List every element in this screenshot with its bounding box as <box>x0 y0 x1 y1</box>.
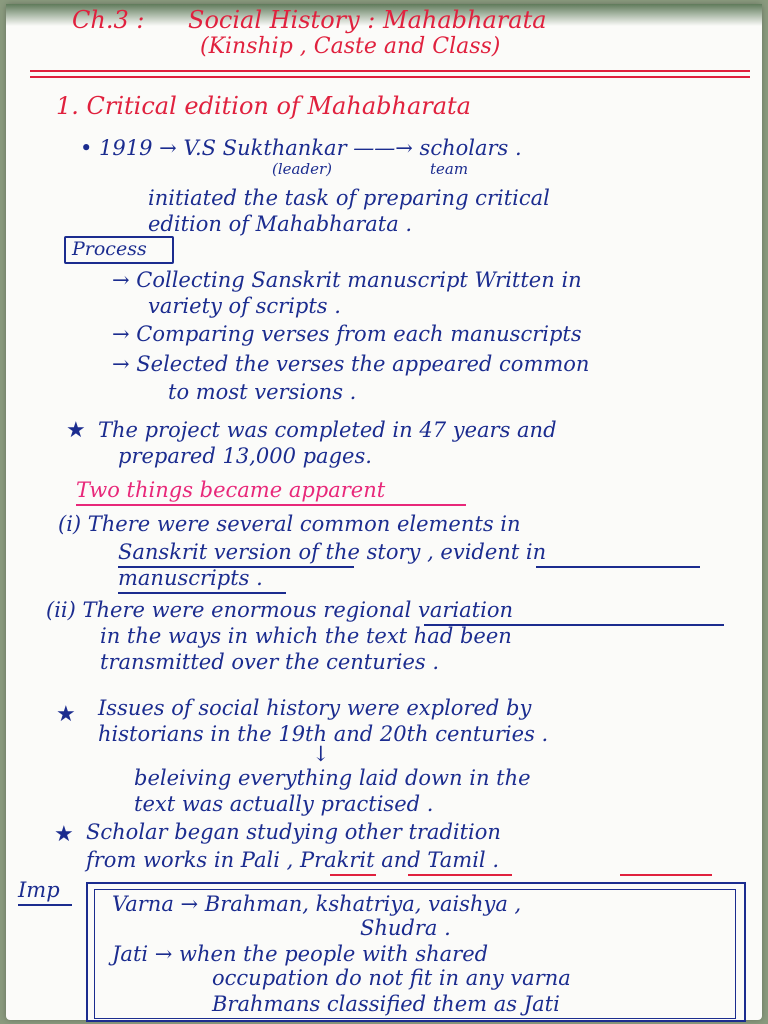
point-i-underline-2 <box>536 566 700 568</box>
believing-line-1: beleiving everything laid down in the <box>134 766 531 790</box>
point-i-line-2: Sanskrit version of the story , evident in <box>118 540 547 564</box>
imp-label: Imp <box>18 878 60 902</box>
star-icon: ★ <box>54 822 74 847</box>
jati-line-3: Brahmans classified them as Jati <box>212 992 560 1016</box>
initiated-line-1: initiated the task of preparing critical <box>148 186 550 210</box>
project-line-1: The project was completed in 47 years and <box>98 418 557 442</box>
prakrit-underline <box>408 874 512 876</box>
header-rule-2 <box>30 76 750 78</box>
chapter-label: Ch.3 : <box>72 6 145 34</box>
varna-line-1: Varna → Brahman, kshatriya, vaishya , <box>112 892 522 916</box>
initiated-line-2: edition of Mahabharata . <box>148 212 413 236</box>
step-1-line-2: variety of scripts . <box>148 294 341 318</box>
star-icon: ★ <box>66 418 86 443</box>
down-arrow-icon: ↓ <box>312 742 330 766</box>
process-label: Process <box>72 238 147 260</box>
point-i-underline-3 <box>118 592 286 594</box>
point-ii-line-3: transmitted over the centuries . <box>100 650 440 674</box>
header-rule-1 <box>30 70 750 72</box>
tamil-underline <box>620 874 712 876</box>
team-label: team <box>430 160 469 178</box>
jati-line-1: Jati → when the people with shared <box>112 942 489 966</box>
point-i-line-1: (i) There were several common elements in <box>58 512 521 536</box>
page-subtitle: (Kinship , Caste and Class) <box>200 34 501 59</box>
scholar-line-2: from works in Pali , Prakrit and Tamil . <box>86 848 499 872</box>
leader-label: (leader) <box>272 160 332 178</box>
star-icon: ★ <box>56 702 76 727</box>
two-things-underline <box>76 504 466 506</box>
year-line: • 1919 → V.S Sukthankar ——→ scholars . <box>80 136 522 160</box>
varna-line-2: Shudra . <box>360 916 451 940</box>
jati-line-2: occupation do not fit in any varna <box>212 966 571 990</box>
point-ii-line-1: (ii) There were enormous regional variation <box>46 598 513 622</box>
scholar-line-1: Scholar began studying other tradition <box>86 820 501 844</box>
project-line-2: prepared 13,000 pages. <box>118 444 372 468</box>
step-3-line-2: to most versions . <box>168 380 357 404</box>
point-i-line-3: manuscripts . <box>118 566 263 590</box>
two-things-heading: Two things became apparent <box>76 478 386 502</box>
section-heading: 1. Critical edition of Mahabharata <box>56 92 471 120</box>
pali-underline <box>330 874 376 876</box>
issues-line-1: Issues of social history were explored by <box>98 696 532 720</box>
issues-line-2: historians in the 19th and 20th centuries . <box>98 722 549 746</box>
step-1-line-1: → Collecting Sanskrit manuscript Written in <box>112 268 582 292</box>
page-title: Social History : Mahabharata <box>188 6 547 34</box>
step-2: → Comparing verses from each manuscripts <box>112 322 582 346</box>
believing-line-2: text was actually practised . <box>134 792 434 816</box>
point-ii-line-2: in the ways in which the text had been <box>100 624 512 648</box>
imp-underline <box>18 904 72 906</box>
step-3-line-1: → Selected the verses the appeared common <box>112 352 590 376</box>
